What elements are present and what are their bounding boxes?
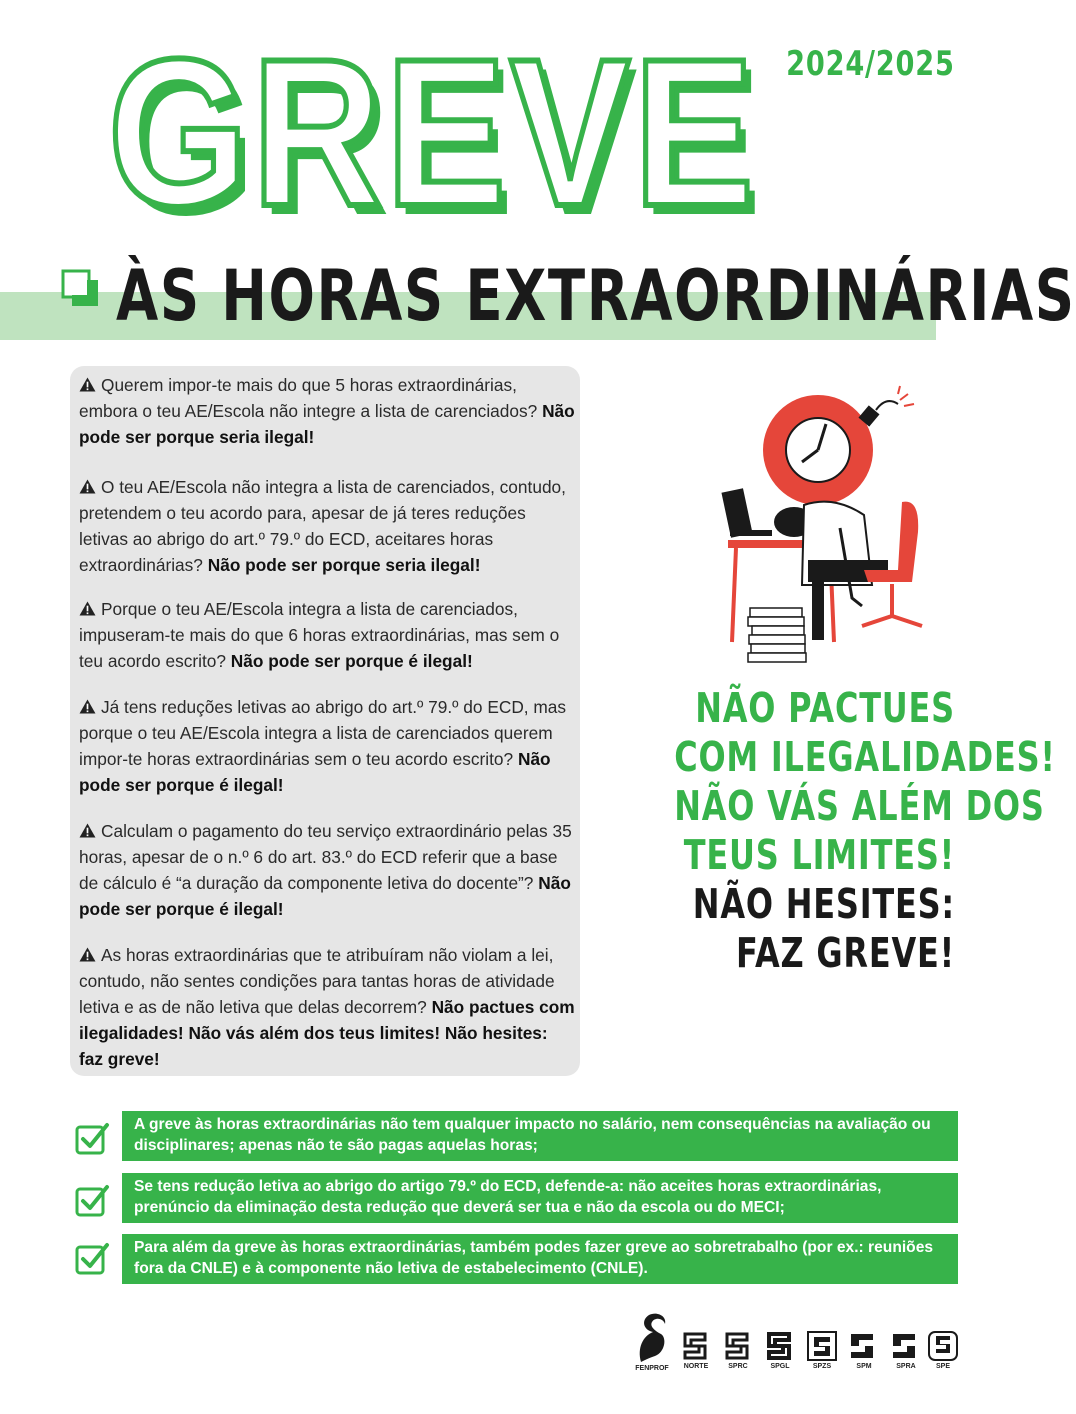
answer-2: Não pode ser porque seria ilegal! <box>207 555 481 575</box>
spm-logo: SPM <box>844 1330 884 1370</box>
slogan-line-4: TEUS LIMITES! <box>683 831 955 879</box>
norte-logo: NORTE <box>676 1330 716 1370</box>
warning-icon <box>79 699 96 714</box>
answer-5: Não pode ser porque é ilegal! <box>79 873 571 919</box>
answer-6: Não pactues com ilegalidades! Não vás além dos teus limites! Não hesites: faz greve! <box>79 997 575 1069</box>
question-4: Já tens reduções letivas ao abrigo do art.º 79.º do ECD, mas porque o teu AE/Escola integra a lista de carenciados querem impor-te horas extraordinárias sem o teu acordo escrito? Não pode ser porque é ilegal! <box>79 697 567 795</box>
checkbox-check-icon <box>74 1240 110 1276</box>
answer-1: Não pode ser porque seria ilegal! <box>79 401 575 447</box>
slogan <box>595 684 1056 978</box>
warning-icon <box>79 601 96 616</box>
checklist-item-3: Para além da greve às horas extraordinárias, também podes fazer greve ao sobretrabalho (por ex.: reuniões fora da CNLE) e à componente não letiva de estabelecimento (CNLE). <box>122 1234 958 1284</box>
question-6: As horas extraordinárias que te atribuíram não violam a lei, contudo, não sentes condições para tantas horas de atividade letiva e as de não letiva que delas decorrem? Não pactues com ilegalidades! Não vás além dos teus limites! Não hesites: faz greve! <box>79 945 575 1069</box>
warning-icon <box>79 377 96 392</box>
slogan-line-5: NÃO HESITES: <box>692 880 955 928</box>
checklist-item-1: A greve às horas extraordinárias não tem qualquer impacto no salário, nem consequências na avaliação ou disciplinares; apenas não te são pagas aquelas horas; <box>122 1111 958 1161</box>
spzs-logo: SPZS <box>802 1330 842 1370</box>
answer-4: Não pode ser porque é ilegal! <box>79 749 551 795</box>
spe-logo: SPE <box>924 1330 962 1370</box>
fenprof-logo: FENPROF <box>632 1312 672 1372</box>
greve-title: GREVE <box>108 15 758 250</box>
sprc-logo: SPRC <box>718 1330 758 1370</box>
spra-logo: SPRA <box>886 1330 926 1370</box>
spgl-logo: SPGL <box>760 1330 800 1370</box>
union-logos <box>632 1312 962 1382</box>
question-1: Querem impor-te mais do que 5 horas extraordinárias, embora o teu AE/Escola não integre a lista de carenciados? Não pode ser porque seria ilegal! <box>79 375 575 447</box>
bullet-square-icon <box>60 268 100 308</box>
school-year: 2024/2025 <box>786 44 955 84</box>
subtitle: ÀS HORAS EXTRAORDINÁRIAS <box>116 255 1076 337</box>
question-3: Porque o teu AE/Escola integra a lista de carenciados, impuseram-te mais do que 6 horas extraordinárias, mas sem o teu acordo escrito? Não pode ser porque é ilegal! <box>79 599 560 671</box>
exhausted-teacher-illustration <box>722 380 932 670</box>
warning-icon <box>79 479 96 494</box>
question-2: O teu AE/Escola não integra a lista de carenciados, contudo, pretendem o teu acordo para, apesar de já teres reduções letivas ao abrigo do art.º 79.º do ECD, aceitares horas extraordinárias? Não pode ser porque seria ilegal! <box>79 477 566 575</box>
slogan-line-6: FAZ GREVE! <box>736 929 955 977</box>
slogan-line-2: COM ILEGALIDADES! <box>674 733 1056 781</box>
checkbox-check-icon <box>74 1120 110 1156</box>
warning-icon <box>79 823 96 838</box>
checkbox-check-icon <box>74 1182 110 1218</box>
slogan-line-3: NÃO VÁS ALÉM DOS <box>674 782 1045 830</box>
checklist-item-2: Se tens redução letiva ao abrigo do artigo 79.º do ECD, defende-a: não aceites horas extraordinárias, prenúncio da eliminação desta redução que deverá ser tua e não da escola ou do MECI; <box>122 1173 958 1223</box>
slogan-line-1: NÃO PACTUES <box>695 684 955 732</box>
warning-icon <box>79 947 96 962</box>
question-5: Calculam o pagamento do teu serviço extraordinário pelas 35 horas, apesar de o n.º 6 do art. 83.º do ECD referir que a base de cálculo é “a duração da componente letiva do docente”? Não pode ser porque é ilegal! <box>79 821 572 919</box>
answer-3: Não pode ser porque é ilegal! <box>230 651 473 671</box>
